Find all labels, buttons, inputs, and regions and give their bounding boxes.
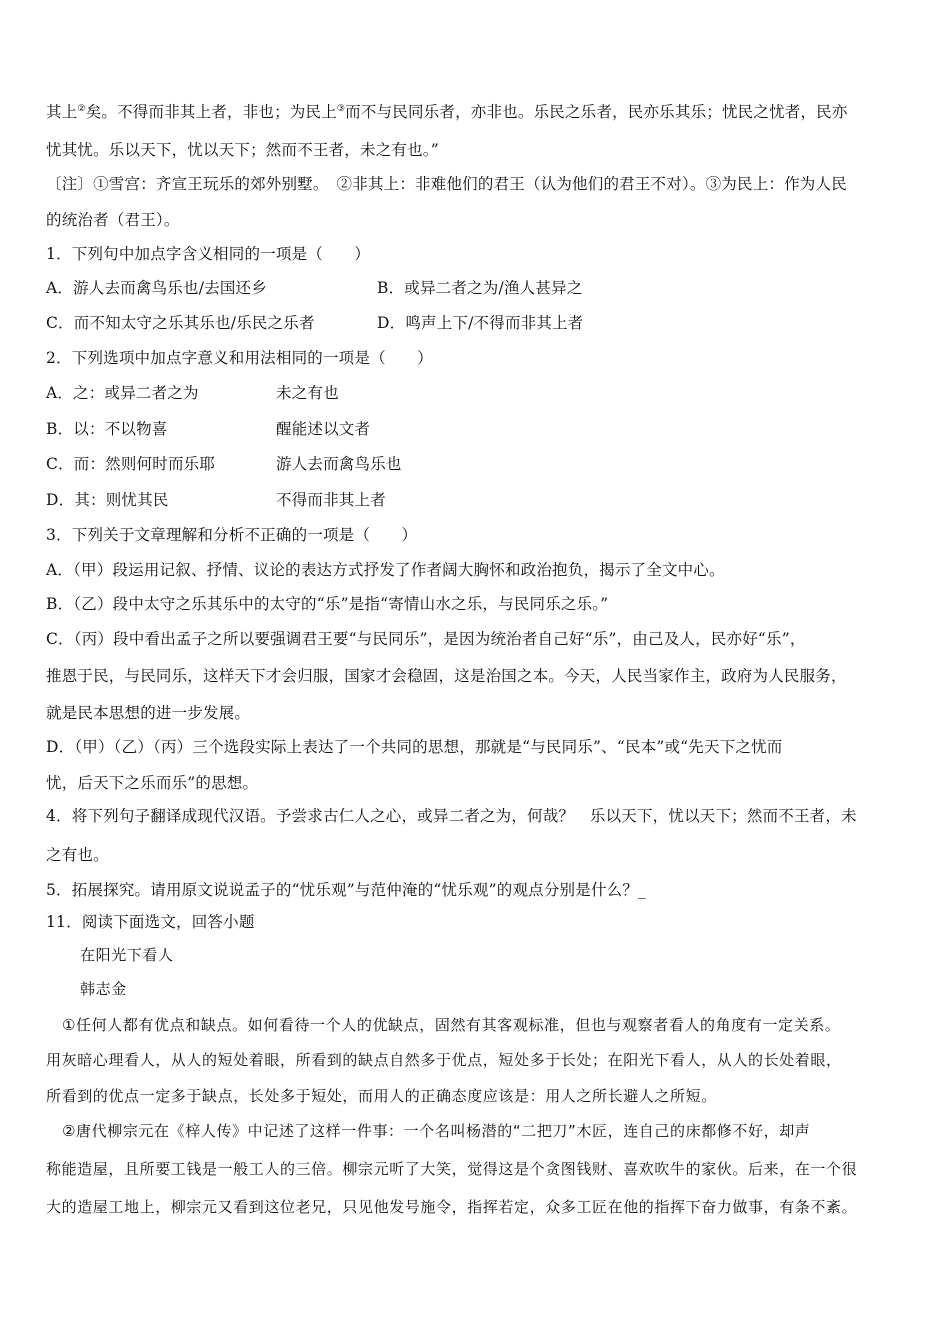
question-3-option-b: B．（乙）段中太守之乐其乐中的太守的“乐”是指“寄情山水之乐，与民同乐之乐。” [46, 595, 609, 613]
passage-line: 其上②矣。不得而非其上者，非也；为民上③而不与民同乐者，亦非也。乐民之乐者，民亦乐其乐；忧民之忧者，民亦 [46, 103, 848, 121]
question-3-stem: 3．下列关于文章理解和分析不正确的一项是（ ） [46, 526, 418, 544]
question-3-option-c: C．（丙）段中看出孟子之所以要强调君王要“与民同乐”，是因为统治者自己好“乐”，由己及人，民亦好“乐”， [46, 630, 806, 648]
question-3-option-a: A．（甲）段运用记叙、抒情、议论的表达方式抒发了作者阔大胸怀和政治抱负，揭示了全文中心。 [46, 561, 725, 579]
question-2-option-d: D．其：则忧其民 [46, 491, 169, 509]
question-1-option-a: A．游人去而禽鸟乐也/去国还乡 [46, 279, 267, 297]
question-1-option-c: C．而不知太守之乐其乐也/乐民之乐者 [46, 314, 315, 332]
question-2-stem: 2．下列选项中加点字意义和用法相同的一项是（ ） [46, 349, 433, 367]
notes-line: 〔注〕①雪宫：齐宣王玩乐的郊外别墅。 ②非其上：非难他们的君王（认为他们的君王不对）。③为民上：作为人民 [46, 175, 847, 193]
question-2-option-b: B．以：不以物喜 [46, 420, 168, 438]
question-4-cont: 之有也。 [46, 846, 109, 864]
note-marker: ② [77, 103, 86, 114]
notes-line: 的统治者（君王）。 [46, 211, 180, 229]
article-title: 在阳光下看人 [80, 946, 174, 964]
question-5: 5．拓展探究。请用原文说说孟子的“忧乐观”与范仲淹的“忧乐观”的观点分别是什么？_ [46, 881, 647, 899]
article-paragraph-2-cont: 大的造屋工地上，柳宗元又看到这位老兄，只见他发号施令，指挥若定，众多工匠在他的指挥下奋力做事，有条不紊。 [46, 1198, 858, 1216]
question-3-option-d: D．（甲）（乙）（丙）三个选段实际上表达了一个共同的思想，那就是“与民同乐”、“民本”或“先天下之忧而 [46, 738, 783, 756]
passage-line: 忧其忧。乐以天下，忧以天下；然而不王者，未之有也。” [46, 141, 439, 159]
article-paragraph-1: ①任何人都有优点和缺点。如何看待一个人的优缺点，固然有其客观标准，但也与观察者看人的角度有一定关系。 [62, 1016, 841, 1034]
question-1-stem: 1．下列句中加点字含义相同的一项是（ ） [46, 245, 371, 263]
question-4: 4．将下列句子翻译成现代汉语。予尝求古仁人之心，或异二者之为，何哉？ 乐以天下，忧以天下；然而不王者，未 [46, 807, 857, 825]
article-paragraph-1-cont: 用灰暗心理看人，从人的短处着眼，所看到的缺点自然多于优点，短处多于长处；在阳光下看人，从人的长处着眼， [46, 1051, 842, 1069]
question-2-option-b-pair: 醒能述以文者 [276, 420, 371, 438]
article-paragraph-1-cont: 所看到的优点一定多于缺点，长处多于短处，而用人的正确态度应该是：用人之所长避人之所短。 [46, 1087, 717, 1105]
article-paragraph-2: ②唐代柳宗元在《梓人传》中记述了这样一件事：一个名叫杨潜的“二把刀”木匠，连自己的床都修不好，却声 [62, 1122, 811, 1140]
question-2-option-a: A．之：或异二者之为 [46, 384, 199, 402]
question-2-option-c-pair: 游人去而禽鸟乐也 [276, 455, 402, 473]
note-marker: ③ [336, 103, 346, 114]
question-3-option-d-cont: 忧，后天下之乐而乐”的思想。 [46, 774, 259, 792]
question-2-option-a-pair: 未之有也 [276, 384, 339, 402]
question-1-option-d: D．鸣声上下/不得而非其上者 [377, 314, 584, 332]
question-3-option-c-cont: 推恩于民，与民同乐，这样天下才会归服，国家才会稳固，这是治国之本。今天，人民当家作主，政府为人民服务， [46, 667, 847, 685]
question-11-stem: 11．阅读下面选文，回答小题 [46, 913, 255, 931]
question-1-option-b: B．或异二者之为/渔人甚异之 [377, 279, 583, 297]
article-paragraph-2-cont: 称能造屋，且所要工钱是一般工人的三倍。柳宗元听了大笑，觉得这是个贪图钱财、喜欢吹牛的家伙。后来，在一个很 [46, 1160, 858, 1178]
question-2-option-d-pair: 不得而非其上者 [276, 491, 386, 509]
article-author: 韩志金 [80, 980, 127, 998]
question-3-option-c-cont: 就是民本思想的进一步发展。 [46, 704, 251, 722]
question-2-option-c: C．而：然则何时而乐耶 [46, 455, 216, 473]
